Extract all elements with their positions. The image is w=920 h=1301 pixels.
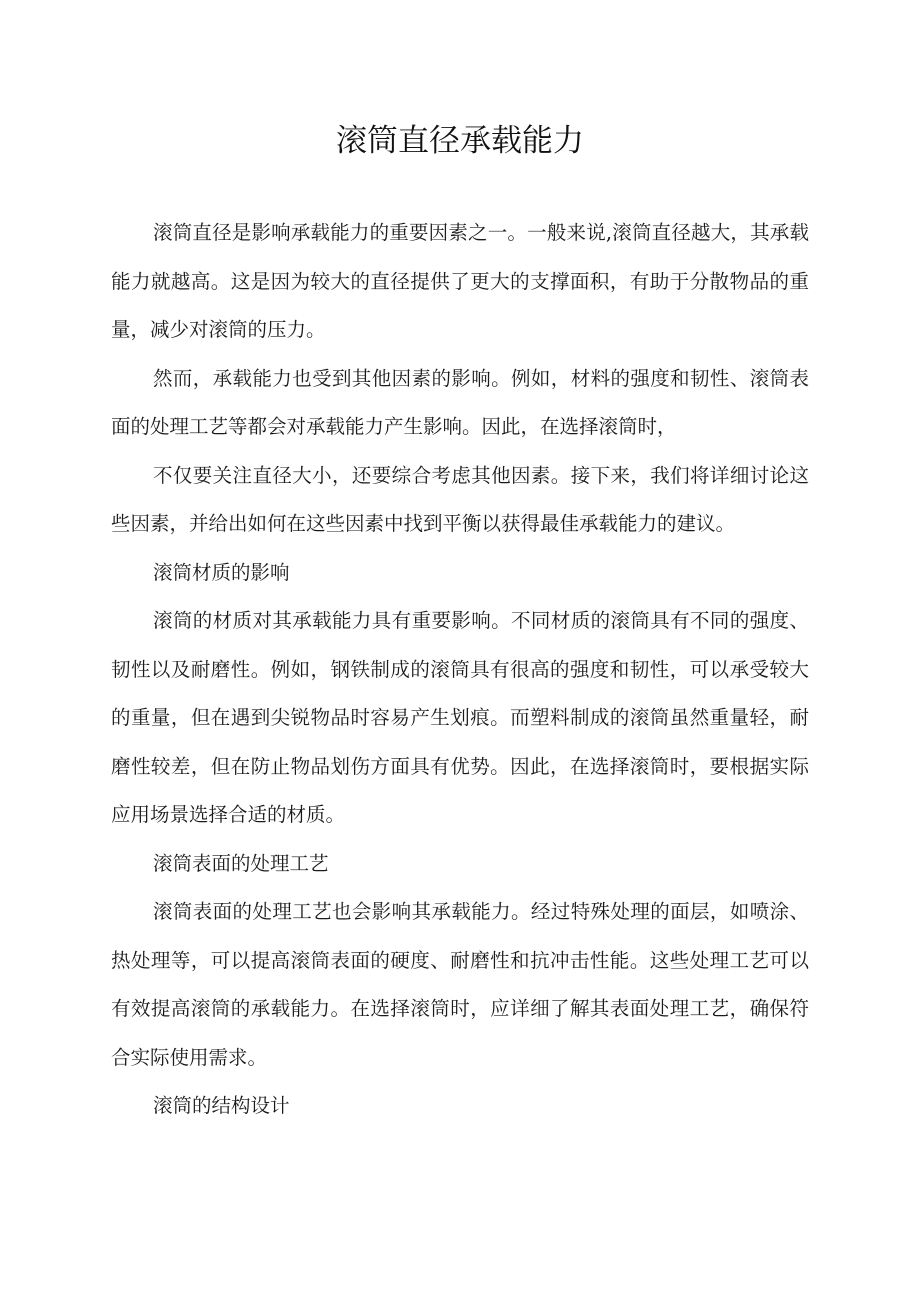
section-heading-structure-design: 滚筒的结构设计 [153,1094,290,1117]
section-heading-surface-treatment: 滚筒表面的处理工艺 [153,851,329,875]
document-body [111,209,809,1131]
paragraph: 滚筒直径是影响承载能力的重要因素之一。一般来说,滚筒直径越大，其承载能力就越高。这是因为较大的直径提供了更大的支撑面积，有助于分散物品的重量，减少对滚筒的压力。 [111,221,809,341]
document-title: 滚筒直径承载能力 [336,123,584,159]
paragraph: 滚筒表面的处理工艺也会影响其承载能力。经过特殊处理的面层，如喷涂、热处理等，可以提高滚筒表面的硬度、耐磨性和抗冲击性能。这些处理工艺可以有效提高滚筒的承载能力。在选择滚筒时，应详细了解其表面处理工艺，确保符合实际使用需求。 [111,900,809,1069]
paragraph: 滚筒的材质对其承载能力具有重要影响。不同材质的滚筒具有不同的强度、韧性以及耐磨性。例如，钢铁制成的滚筒具有很高的强度和韧性，可以承受较大的重量，但在遇到尖锐物品时容易产生划痕。而塑料制成的滚筒虽然重量轻，耐磨性较差，但在防止物品划伤方面具有优势。因此，在选择滚筒时，要根据实际应用场景选择合适的材质。 [111,609,809,826]
paragraph: 然而，承载能力也受到其他因素的影响。例如，材料的强度和韧性、滚筒表面的处理工艺等都会对承载能力产生影响。因此，在选择滚筒时， [111,366,809,438]
section-heading-material: 滚筒材质的影响 [153,560,290,584]
paragraph: 不仅要关注直径大小，还要综合考虑其他因素。接下来，我们将详细讨论这些因素，并给出如何在这些因素中找到平衡以获得最佳承载能力的建议。 [111,463,809,535]
